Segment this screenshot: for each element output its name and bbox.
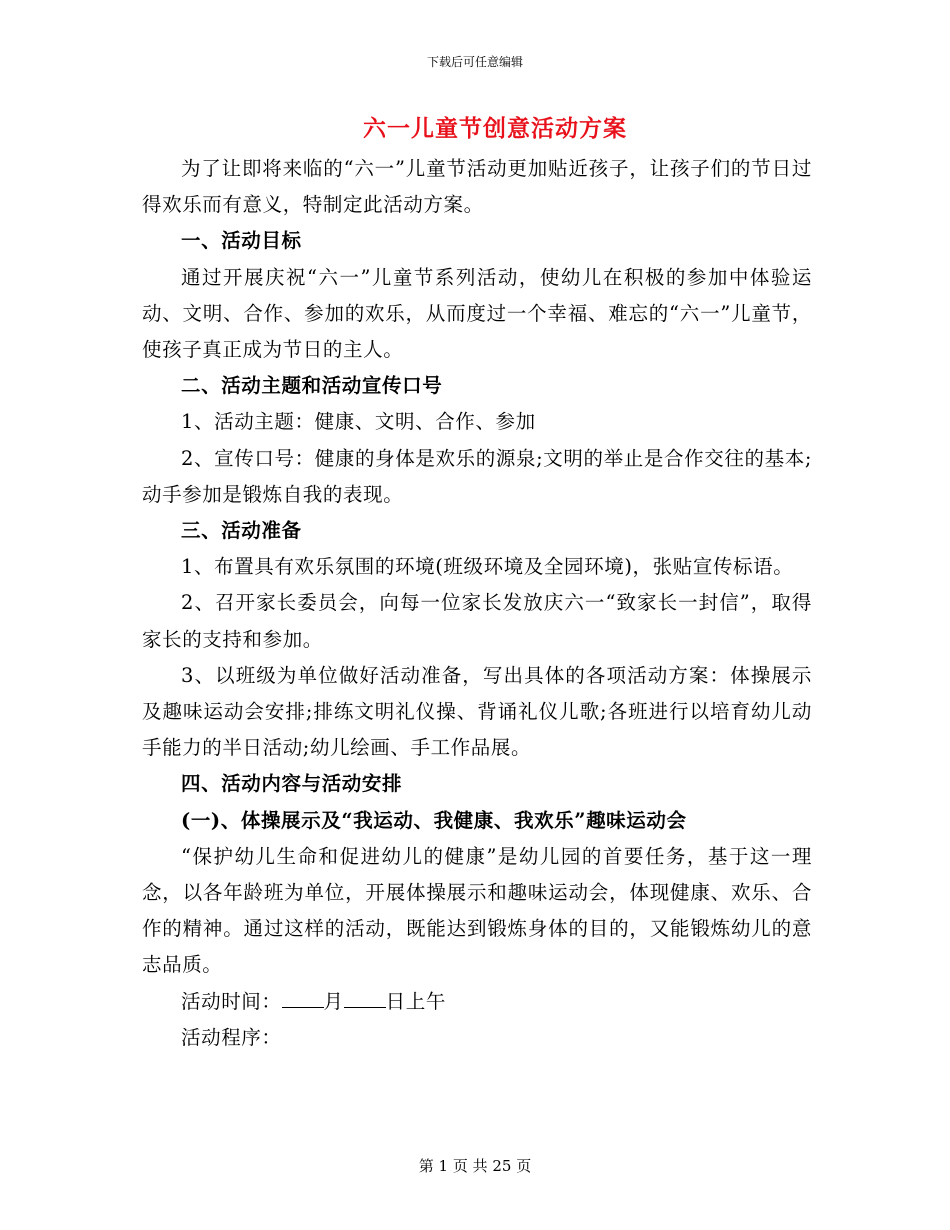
section-heading-content: 四、活动内容与活动安排 bbox=[181, 772, 403, 796]
section-heading-preparation: 三、活动准备 bbox=[181, 519, 302, 543]
goals-paragraph: 通过开展庆祝“六一”儿童节系列活动，使幼儿在积极的参加中体验运动、文明、合作、参加的欢乐，从而度过一个幸福、难忘的“六一”儿童节，使孩子真正成为节日的主人。 bbox=[142, 265, 812, 362]
page-number-footer: 第 1 页 共 25 页 bbox=[418, 1157, 532, 1175]
theme-item-2: 2、宣传口号：健康的身体是欢乐的源泉;文明的举止是合作交往的基本;动手参加是锻炼自我的表现。 bbox=[142, 446, 812, 506]
preparation-item-1: 1、布置具有欢乐氛围的环境(班级环境及全园环境)，张贴宣传标语。 bbox=[181, 555, 794, 579]
header-note: 下载后可任意编辑 bbox=[426, 55, 523, 69]
preparation-item-3: 3、以班级为单位做好活动准备，写出具体的各项活动方案：体操展示及趣味运动会安排;排练文明礼仪操、背诵礼仪儿歌;各班进行以培育幼儿动手能力的半日活动;幼儿绘画、手工作品展。 bbox=[142, 663, 812, 760]
theme-item-1: 1、活动主题：健康、文明、合作、参加 bbox=[181, 410, 536, 434]
section-heading-theme: 二、活动主题和活动宣传口号 bbox=[181, 374, 443, 398]
day-blank bbox=[344, 985, 386, 1008]
document-title: 六一儿童节创意活动方案 bbox=[363, 115, 627, 142]
preparation-item-2: 2、召开家长委员会，向每一位家长发放庆六一“致家长一封信”，取得家长的支持和参加。 bbox=[142, 591, 812, 651]
month-blank bbox=[282, 985, 324, 1008]
activity-procedure-line: 活动程序： bbox=[181, 1025, 282, 1049]
day-label: 日上午 bbox=[385, 989, 446, 1013]
activity-time-line bbox=[142, 984, 812, 1020]
month-label: 月 bbox=[323, 989, 344, 1013]
subsection-heading-sports: (一)、体操展示及“我运动、我健康、我欢乐”趣味运动会 bbox=[181, 808, 687, 832]
activity-time-label: 活动时间： bbox=[181, 989, 282, 1013]
intro-paragraph: 为了让即将来临的“六一”儿童节活动更加贴近孩子，让孩子们的节日过得欢乐而有意义，特制定此活动方案。 bbox=[142, 157, 812, 217]
section-heading-goals: 一、活动目标 bbox=[181, 229, 302, 253]
document-body bbox=[142, 151, 812, 1056]
sports-paragraph: “保护幼儿生命和促进幼儿的健康”是幼儿园的首要任务，基于这一理念，以各年龄班为单位，开展体操展示和趣味运动会，体现健康、欢乐、合作的精神。通过这样的活动，既能达到锻炼身体的目的，又能锻炼幼儿的意志品质。 bbox=[142, 844, 812, 977]
